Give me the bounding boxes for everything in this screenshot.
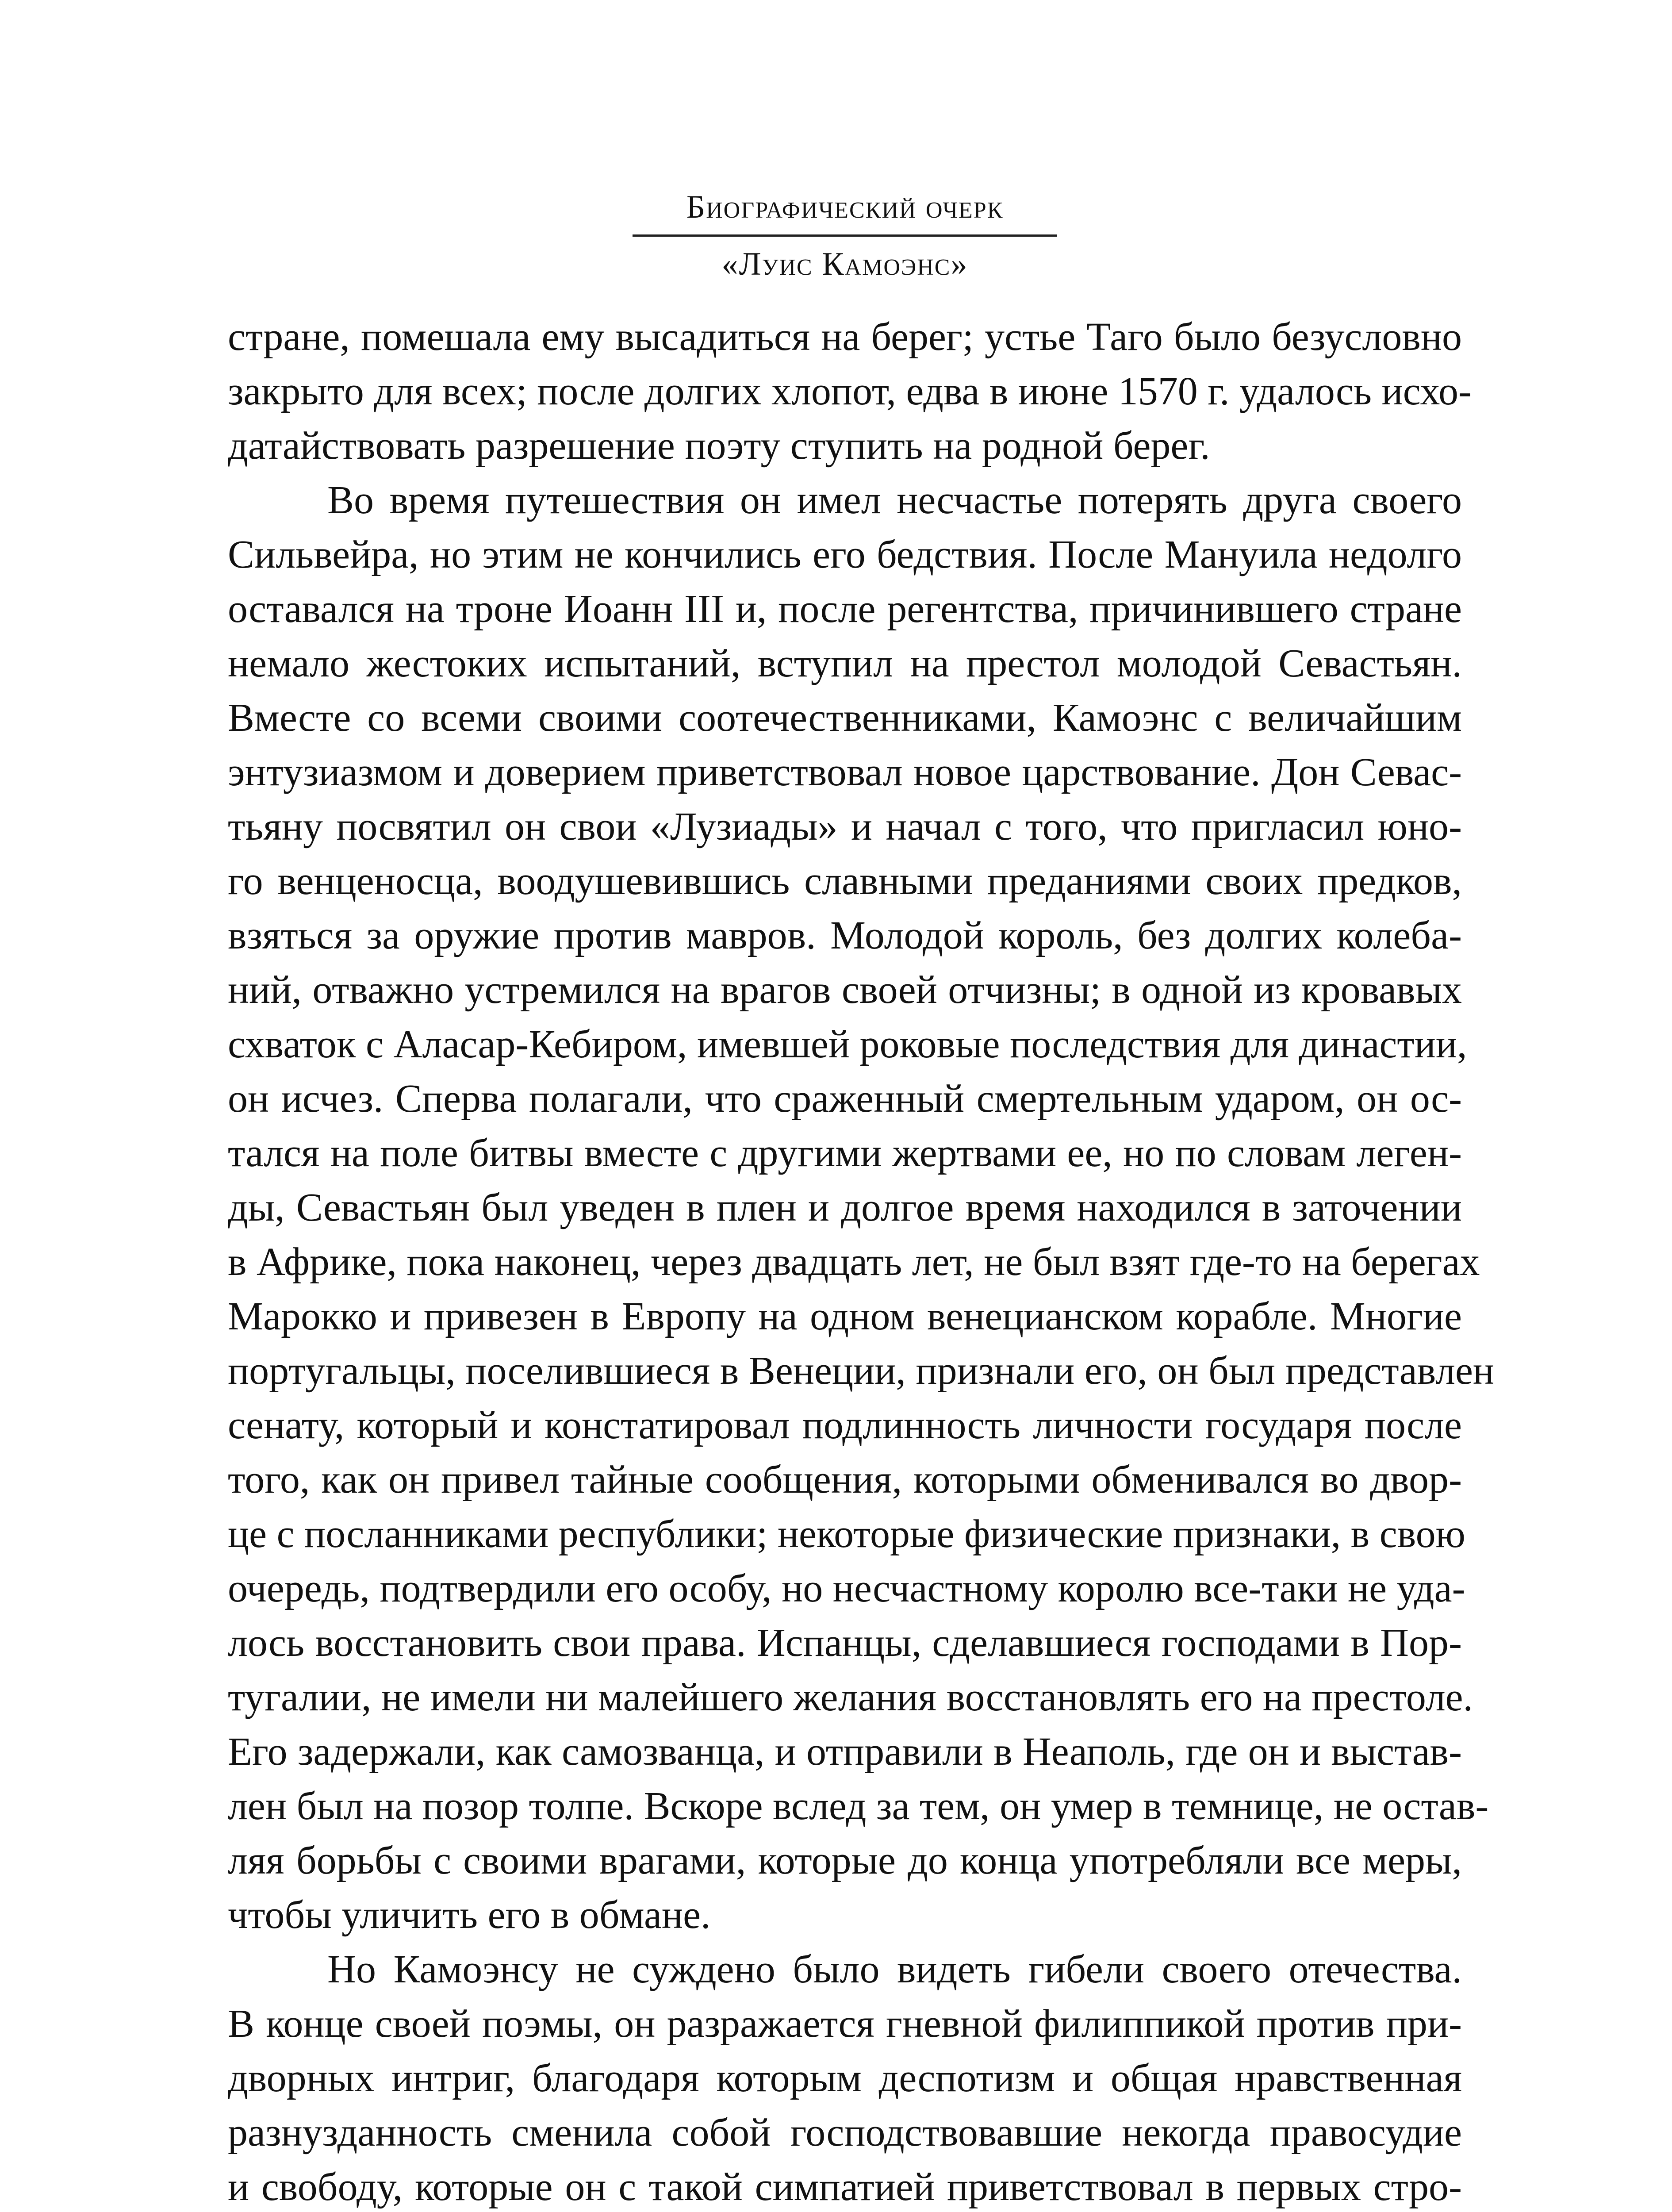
text-line: ний, отважно устремился на врагов своей отчизны; в одной из кровавых xyxy=(228,968,1462,1012)
text-line: схваток с Аласар-Кебиром, имевшей роковые последствия для династии, xyxy=(228,1022,1467,1066)
text-line: немало жестоких испытаний, вступил на престол молодой Севастьян. xyxy=(228,641,1462,685)
text-line: датайствовать разрешение поэту ступить на родной берег. xyxy=(228,424,1210,468)
text-line: го венценосца, воодушевившись славными преданиями своих предков, xyxy=(228,859,1462,903)
text-line: взяться за оружие против мавров. Молодой король, без долгих колеба- xyxy=(228,914,1462,957)
text-line: стране, помешала ему высадиться на берег; устье Таго было безусловно xyxy=(228,315,1462,359)
text-line: ды, Севастьян был уведен в плен и долгое время находился в заточении xyxy=(228,1186,1462,1229)
text-line: дворных интриг, благодаря которым деспотизм и общая нравственная xyxy=(228,2056,1462,2100)
text-line: очередь, подтвердили его особу, но несчастному королю все-таки не уда- xyxy=(228,1567,1465,1610)
text-line: и свободу, которые он с такой симпатией приветствовал в первых стро- xyxy=(228,2165,1462,2209)
text-line: того, как он привел тайные сообщения, которыми обменивался во двор- xyxy=(228,1458,1462,1502)
text-line: в Африке, пока наконец, через двадцать лет, не был взят где-то на берегах xyxy=(228,1240,1480,1284)
running-head-section-title: Биографический очерк xyxy=(633,186,1057,237)
text-line: Во время путешествия он имел несчастье потерять друга своего xyxy=(327,478,1462,522)
text-line: В конце своей поэмы, он разражается гневной филиппикой против при- xyxy=(228,2002,1462,2046)
text-line: закрыто для всех; после долгих хлопот, едва в июне 1570 г. удалось исхо- xyxy=(228,369,1472,413)
text-line: оставался на троне Иоанн III и, после регентства, причинившего стране xyxy=(228,587,1462,631)
text-line: ляя борьбы с своими врагами, которые до конца употребляли все меры, xyxy=(228,1839,1462,1882)
text-line: тугалии, не имели ни малейшего желания восстановлять его на престоле. xyxy=(228,1675,1473,1719)
text-line: он исчез. Сперва полагали, что сраженный смертельным ударом, он ос- xyxy=(228,1077,1462,1121)
text-line: Его задержали, как самозванца, и отправили в Неаполь, где он и выстав- xyxy=(228,1730,1462,1774)
text-line: Но Камоэнсу не суждено было видеть гибели своего отечества. xyxy=(327,1947,1462,1991)
running-head xyxy=(633,186,1057,285)
text-line: разнузданность сменила собой господствовавшие некогда правосудие xyxy=(228,2111,1462,2154)
text-line: энтузиазмом и доверием приветствовал новое царствование. Дон Севас- xyxy=(228,750,1462,794)
text-line: лен был на позор толпе. Вскоре вслед за тем, он умер в темнице, не остав- xyxy=(228,1784,1489,1828)
text-line: португальцы, поселившиеся в Венеции, признали его, он был представлен xyxy=(228,1349,1495,1393)
text-line: Марокко и привезен в Европу на одном венецианском корабле. Многие xyxy=(228,1294,1462,1338)
text-line: лось восстановить свои права. Испанцы, сделавшиеся господами в Пор- xyxy=(228,1621,1462,1665)
text-line: Вместе со всеми своими соотечественниками, Камоэнс с величайшим xyxy=(228,696,1462,740)
text-line: тался на поле битвы вместе с другими жертвами ее, но по словам леген- xyxy=(228,1131,1462,1175)
text-line: сенату, который и констатировал подлинность личности государя после xyxy=(228,1403,1462,1447)
text-line: це с посланниками республики; некоторые физические признаки, в свою xyxy=(228,1512,1465,1556)
body-text xyxy=(228,310,1495,2212)
text-line: Сильвейра, но этим не кончились его бедствия. После Мануила недолго xyxy=(228,533,1462,576)
running-head-subsection-title: «Луис Камоэнс» xyxy=(721,246,968,282)
text-line: тьяну посвятил он свои «Лузиады» и начал с того, что пригласил юно- xyxy=(228,805,1462,849)
text-line: чтобы уличить его в обмане. xyxy=(228,1893,711,1937)
